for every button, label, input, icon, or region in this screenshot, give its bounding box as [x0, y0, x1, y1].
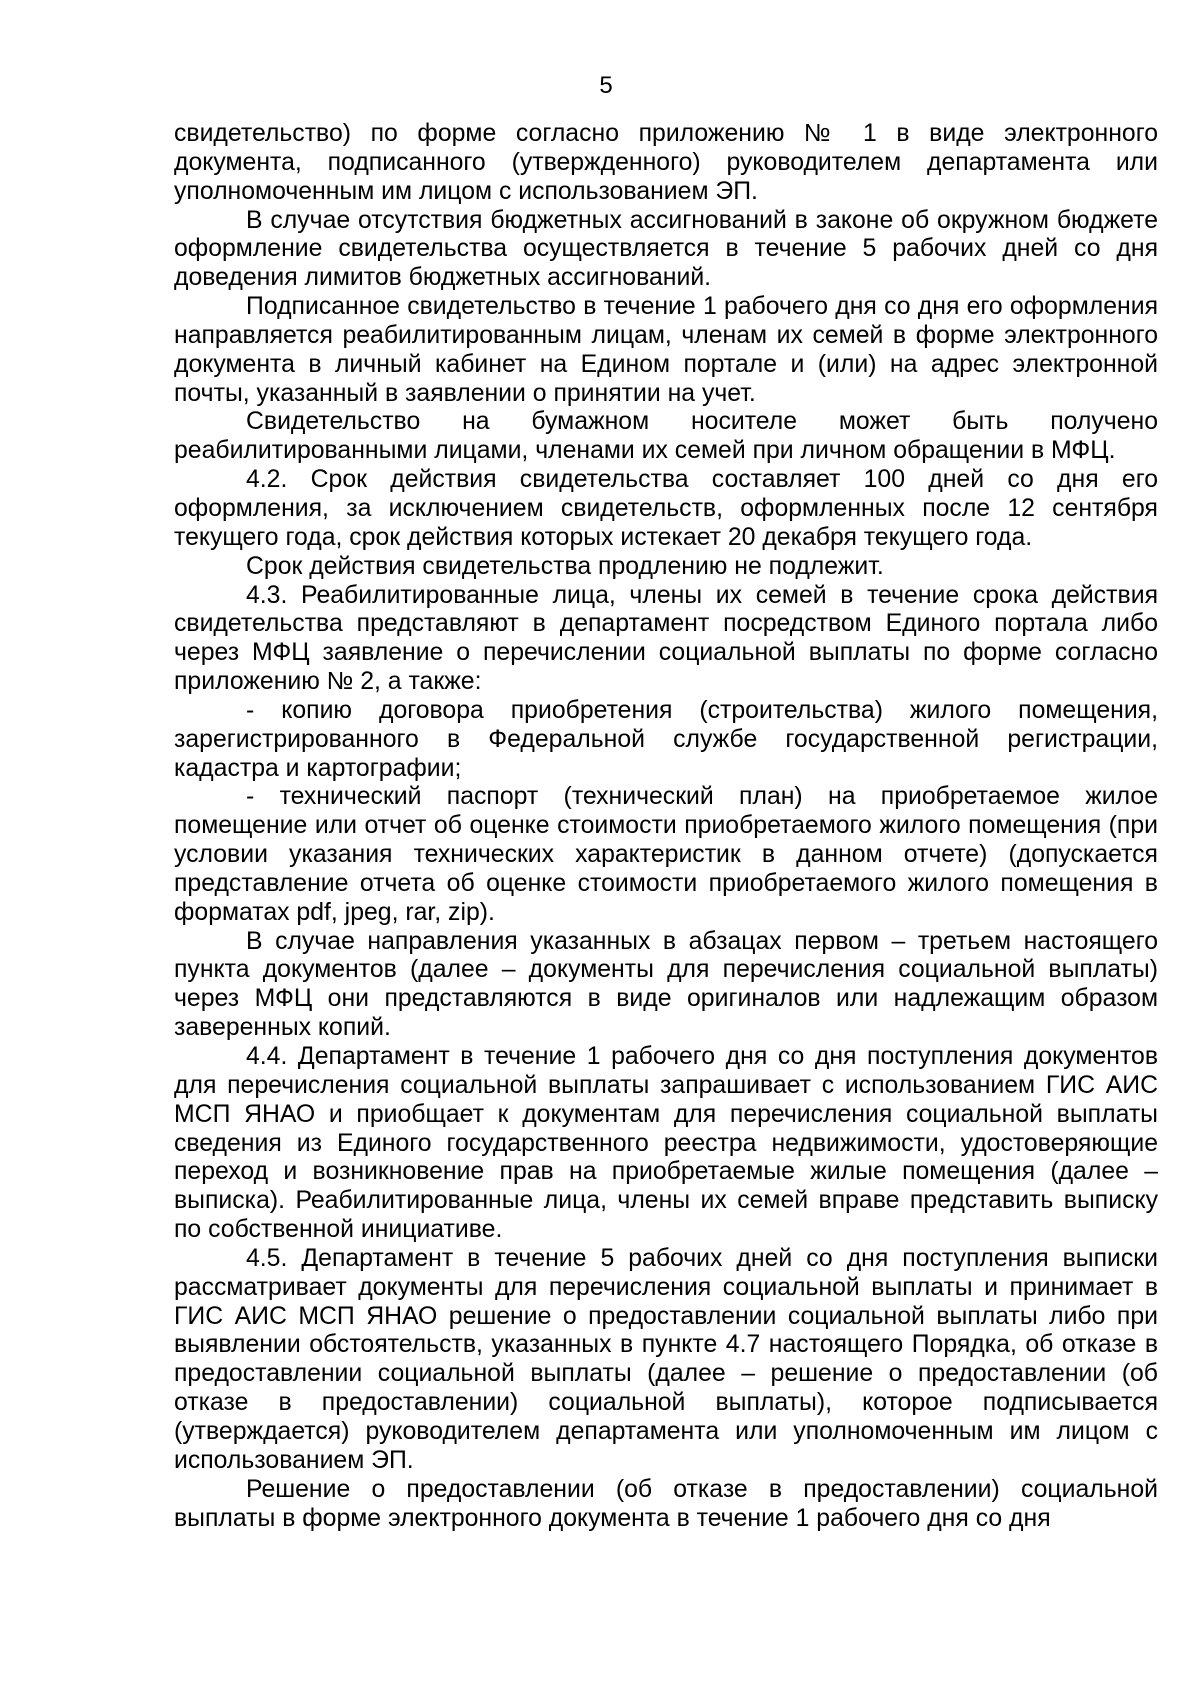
paragraph: Решение о предоставлении (об отказе в предоставлении) социальной выплаты в форме электронного документа в течение 1 рабочего дня со дня	[174, 1475, 1158, 1532]
paragraph-clause-4-3: 4.3. Реабилитированные лица, члены их семей в течение срока действия свидетельства представляют в департамент посредством Единого портала либо через МФЦ заявление о перечислении социальной выплаты по форме согласно приложению № 2, а также:	[174, 581, 1158, 696]
paragraph: В случае направления указанных в абзацах первом – третьем настоящего пункта документов (далее – документы для перечисления социальной выплаты) через МФЦ они представляются в виде оригиналов или надлежащим образом заверенных копий.	[174, 927, 1158, 1042]
paragraph-clause-4-5: 4.5. Департамент в течение 5 рабочих дней со дня поступления выписки рассматривает документы для перечисления социальной выплаты и принимает в ГИС АИС МСП ЯНАО решение о предоставлении социальной выплаты либо при выявлении обстоятельств, указанных в пункте 4.7 настоящего Порядка, об отказе в предоставлении социальной выплаты (далее – решение о предоставлении (об отказе в предоставлении) социальной выплаты), которое подписывается (утверждается) руководителем департамента или уполномоченным им лицом с использованием ЭП.	[174, 1244, 1158, 1474]
list-item: - копию договора приобретения (строительства) жилого помещения, зарегистрированного в Федеральной службе государственной регистрации, кадастра и картографии;	[174, 696, 1158, 782]
paragraph: Подписанное свидетельство в течение 1 рабочего дня со дня его оформления направляется реабилитированным лицам, членам их семей в форме электронного документа в личный кабинет на Едином портале и (или) на адрес электронной почты, указанный в заявлении о принятии на учет.	[174, 293, 1158, 407]
paragraph-clause-4-4: 4.4. Департамент в течение 1 рабочего дня со дня поступления документов для перечисления социальной выплаты запрашивает с использованием ГИС АИС МСП ЯНАО и приобщает к документам для перечисления социальной выплаты сведения из Единого государственного реестра недвижимости, удостоверяющие переход и возникновение прав на приобретаемые жилые помещения (далее – выписка). Реабилитированные лица, члены их семей вправе представить выписку по собственной инициативе.	[174, 1043, 1158, 1244]
paragraph-clause-4-2: 4.2. Срок действия свидетельства составляет 100 дней со дня его оформления, за исключением свидетельств, оформленных после 12 сентября текущего года, срок действия которых истекает 20 декабря текущего года.	[174, 466, 1158, 551]
paragraph: В случае отсутствия бюджетных ассигнований в законе об окружном бюджете оформление свидетельства осуществляется в течение 5 рабочих дней со дня доведения лимитов бюджетных ассигнований.	[174, 206, 1158, 292]
document-body	[174, 120, 1158, 1533]
paragraph: Срок действия свидетельства продлению не подлежит.	[246, 552, 884, 580]
paragraph: свидетельство) по форме согласно приложению № 1 в виде электронного документа, подписанного (утвержденного) руководителем департамента или уполномоченным им лицом с использованием ЭП.	[174, 120, 1158, 205]
list-item: - технический паспорт (технический план) на приобретаемое жилое помещение или отчет об оценке стоимости приобретаемого жилого помещения (при условии указания технических характеристик в данном отчете) (допускается представление отчета об оценке стоимости приобретаемого жилого помещения в форматах pdf, jpeg, rar, zip).	[174, 783, 1158, 926]
paragraph: Свидетельство на бумажном носителе может быть получено реабилитированными лицами, членами их семей при личном обращении в МФЦ.	[174, 408, 1158, 465]
page-number: 5	[599, 72, 613, 99]
